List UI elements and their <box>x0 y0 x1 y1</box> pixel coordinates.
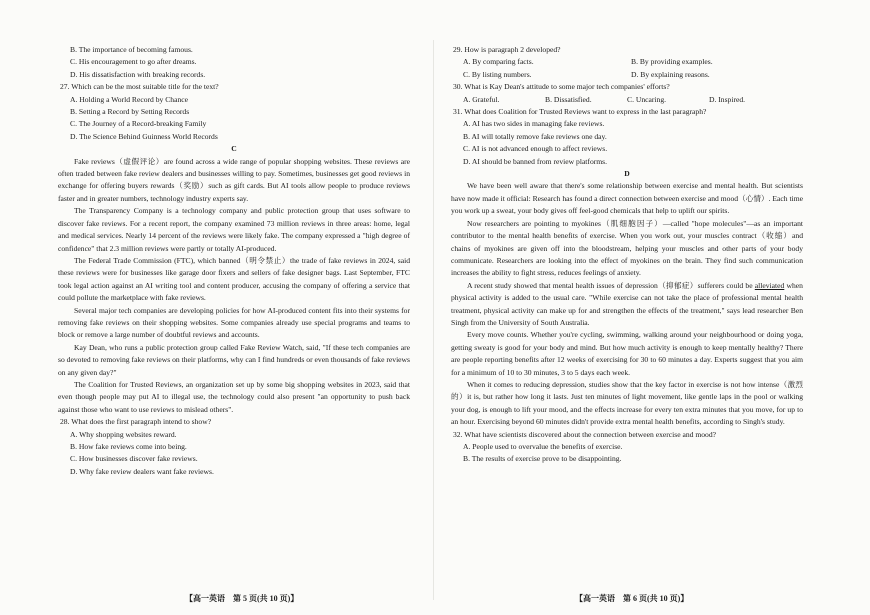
section-d-heading: D <box>624 169 630 179</box>
q29-stem: 29. How is paragraph 2 developed? <box>453 45 561 54</box>
passage-d-paragraph: Every move counts. Whether you're cycling, swimming, walking around your neighbourhood or doing yoga, getting sweaty is good for your body and mind. But how much activity is enough to keep mentally healthy? There are people reporting benefits after 12 weeks of exercising for 30 to 60 minutes a day. Experts suggest that you aim for a minimum of 10 to 30 minutes, 3 to 5 days each week. <box>451 330 803 377</box>
q28-option-c: C. How businesses discover fake reviews. <box>70 454 198 464</box>
page-footer-left: 【高一英语 第 5 页(共 10 页)】 <box>185 594 299 603</box>
q28-option-b: B. How fake reviews come into being. <box>70 442 187 451</box>
q27-stem: 27. Which can be the most suitable title for the text? <box>60 82 219 92</box>
q31-stem: 31. What does Coalition for Trusted Reviews want to express in the last paragraph? <box>453 107 707 117</box>
q29-options-row-2 <box>451 69 803 81</box>
q31-option-c: C. AI is not advanced enough to affect reviews. <box>463 144 608 154</box>
q29-option-b: B. By providing examples. <box>631 57 713 67</box>
paragraph-text: when physical activity is added to the usual care. "While exercise can not take the place of professional mental health treatment, physical activity can make up for and strengthen the effects of the treatment," says lead researcher Ben Singh from the University of South Australia. <box>451 280 803 327</box>
q27-option-c: C. The Journey of a Record-breaking Family <box>70 119 207 129</box>
passage-d-paragraph <box>451 280 803 330</box>
q27-option-a: A. Holding a World Record by Chance <box>70 94 188 104</box>
q29-options-row-1 <box>451 56 803 68</box>
passage-c-paragraph: Several major tech companies are developing policies for how AI-produced content fits into their systems for removing fake reviews on their shopping websites. Some companies already use special programs and teams to block or remove a large number of doubtful reviews and accounts. <box>58 305 410 340</box>
q30-option-d: D. Inspired. <box>709 94 746 104</box>
passage-d-paragraph: We have been well aware that there's some relationship between exercise and mental health. But scientists have now made it official: Research has found a direct connection between exercise and mood（心情）. Each time you work up a sweat, your body gives off feel-good chemicals that help to uplift our spirits. <box>451 181 803 216</box>
q28-option-d: D. Why fake review dealers want fake reviews. <box>70 466 214 476</box>
underlined-word: alleviated <box>754 280 785 290</box>
q30-option-a: A. Grateful. <box>463 94 500 104</box>
q26-option-b: B. The importance of becoming famous. <box>70 45 193 54</box>
q31-option-b: B. AI will totally remove fake reviews one day. <box>463 131 607 141</box>
q32-option-b: B. The results of exercise prove to be disappointing. <box>463 454 622 464</box>
q26-option-d: D. His dissatisfaction with breaking records. <box>70 69 206 79</box>
q32-stem: 32. What have scientists discovered about the connection between exercise and mood? <box>453 429 717 439</box>
passage-c-paragraph: Kay Dean, who runs a public protection group called Fake Review Watch, said, "If these tech companies are so devoted to removing fake reviews on their platforms, why can I find hundreds or even thousands of fake reviews on any given day?" <box>58 342 410 377</box>
q30-stem: 30. What is Kay Dean's attitude to some major tech companies' efforts? <box>453 82 670 92</box>
q27-option-b: B. Setting a Record by Setting Records <box>70 107 190 117</box>
q30-option-c: C. Uncaring. <box>627 94 667 104</box>
section-c-heading: C <box>231 144 237 154</box>
q29-option-a: A. By comparing facts. <box>463 57 534 67</box>
q31-option-d: D. AI should be banned from review platforms. <box>463 156 608 166</box>
q30-options-row <box>451 94 803 106</box>
passage-d-paragraph: When it comes to reducing depression, studies show that the key factor in exercise is not how intense（激烈的）it is, but rather how long it lasts. Just ten minutes of light movement, like gentle laps in the pool or walking your dog, is enough to lift your mood, and the effects increase for every ten extra minutes that you move, for up to an hour. Exercising beyond 60 minutes didn't provide extra mental health benefits, according to Singh's study. <box>451 379 803 427</box>
q31-option-a: A. AI has two sides in managing fake reviews. <box>463 119 605 129</box>
q30-option-b: B. Dissatisfied. <box>545 94 592 104</box>
paragraph-text: A recent study showed that mental health issues of depression（抑郁症）sufferers could be <box>467 280 755 290</box>
passage-c-paragraph: Fake reviews（虚假评论）are found across a wide range of popular shopping websites. These reviews are often traded between fake review dealers and businesses willing to pay. Sometimes, businesses get good reviews in exchange for offering buyers rewards（奖励）such as gift cards. But AI tools allow people to produce reviews faster and in greater numbers, technology industry experts say. <box>58 156 410 203</box>
left-page <box>58 44 410 478</box>
passage-c-paragraph: The Federal Trade Commission (FTC), which banned（明令禁止）the trade of fake reviews in 2024, said these reviews were for businesses like garage door fixers and sellers of fake designer bags. Last September, FTC took legal action against an AI writing tool and content producer, accusing the company of offering a service that could pollute the marketplace with fake reviews. <box>58 255 410 303</box>
passage-c-paragraph: The Transparency Company is a technology company and public protection group that uses software to discover fake reviews. For a recent report, the company examined 73 million reviews in three areas: home, legal and medical services. Nearly 14 percent of the reviews were likely fake. The company expressed a "high degree of confidence" that 2.3 million reviews were partly or totally AI-produced. <box>58 206 410 253</box>
q28-stem: 28. What does the first paragraph intend to show? <box>60 417 212 427</box>
q32-option-a: A. People used to overvalue the benefits of exercise. <box>463 442 623 451</box>
q27-option-d: D. The Science Behind Guinness World Records <box>70 131 218 141</box>
q29-option-c: C. By listing numbers. <box>463 69 532 79</box>
passage-d-paragraph: Now researchers are pointing to myokines（肌细胞因子）—called "hope molecules"—as an important contributor to the mental health benefits of exercise. When you work out, your muscles contract（收缩）and chains of myokines are given off into the bloodstream, helping your muscles and other parts of your body communicate. Researchers are looking into the effect of myokines on the brain. They find such communication increases the ability to fight stress, reduces feelings of anxiety. <box>451 218 803 278</box>
page-footer-right: 【高一英语 第 6 页(共 10 页)】 <box>575 594 689 603</box>
q28-option-a: A. Why shopping websites reward. <box>70 429 177 439</box>
q26-option-c: C. His encouragement to go after dreams. <box>70 57 197 67</box>
right-page <box>451 44 803 466</box>
q29-option-d: D. By explaining reasons. <box>631 69 710 79</box>
passage-c-paragraph: The Coalition for Trusted Reviews, an organization set up by some big shopping websites in 2023, said that even though people may put AI to illegal use, the technology could also present "an opportunity to push back against those who want to use reviews to mislead others". <box>58 379 410 414</box>
page-fold <box>433 40 434 600</box>
